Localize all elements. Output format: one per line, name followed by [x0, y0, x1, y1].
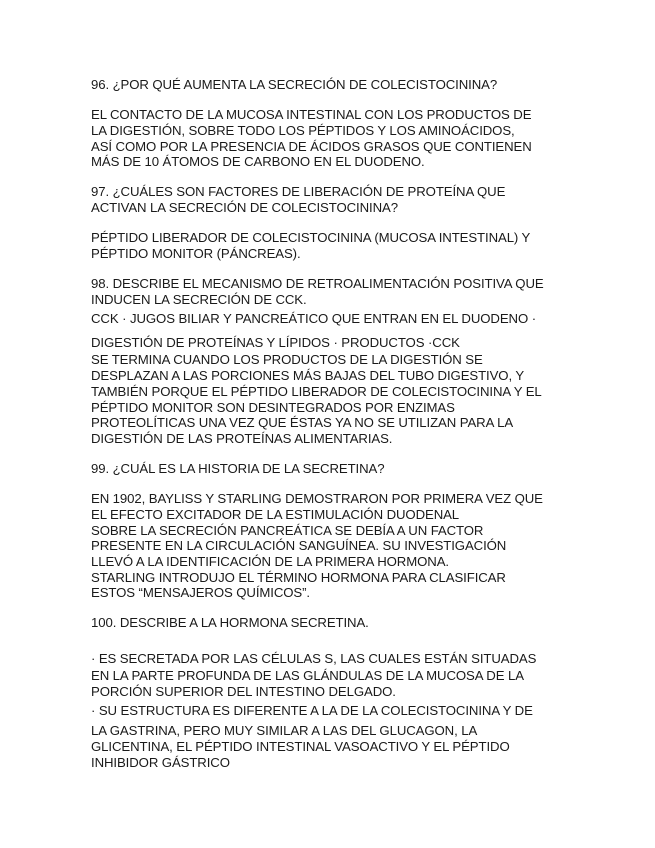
answer-100-line: PORCIÓN SUPERIOR DEL INTESTINO DELGADO. — [91, 684, 396, 699]
answer-100-bullet: · ES SECRETADA POR LAS CÉLULAS S, LAS CUALES ESTÁN SITUADAS — [91, 651, 537, 666]
question-98-heading: 98. DESCRIBE EL MECANISMO DE RETROALIMENTACIÓN POSITIVA QUE — [91, 276, 544, 291]
answer-97-line: PÉPTIDO LIBERADOR DE COLECISTOCININA (MUCOSA INTESTINAL) Y — [91, 230, 531, 245]
answer-100-line: INHIBIDOR GÁSTRICO — [91, 755, 230, 770]
answer-96-line: MÁS DE 10 ÁTOMOS DE CARBONO EN EL DUODENO. — [91, 154, 425, 169]
answer-98-line: PÉPTIDO MONITOR SON DESINTEGRADOS POR ENZIMAS — [91, 400, 455, 415]
question-100-heading: 100. DESCRIBE A LA HORMONA SECRETINA. — [91, 615, 369, 630]
answer-98-line: SE TERMINA CUANDO LOS PRODUCTOS DE LA DIGESTIÓN SE — [91, 352, 483, 367]
question-99-heading: 99. ¿CUÁL ES LA HISTORIA DE LA SECRETINA? — [91, 461, 385, 476]
answer-99-line: STARLING INTRODUJO EL TÉRMINO HORMONA PARA CLASIFICAR — [91, 570, 506, 585]
answer-100-line: GLICENTINA, EL PÉPTIDO INTESTINAL VASOACTIVO Y EL PÉPTIDO — [91, 739, 510, 754]
answer-100-line: EN LA PARTE PROFUNDA DE LAS GLÁNDULAS DE LA MUCOSA DE LA — [91, 668, 524, 683]
question-97-heading: 97. ¿CUÁLES SON FACTORES DE LIBERACIÓN DE PROTEÍNA QUE — [91, 184, 506, 199]
answer-99-line: EL EFECTO EXCITADOR DE LA ESTIMULACIÓN DUODENAL — [91, 507, 460, 522]
answer-99-line: PRESENTE EN LA CIRCULACIÓN SANGUÍNEA. SU INVESTIGACIÓN — [91, 538, 507, 553]
answer-100-line: LA GASTRINA, PERO MUY SIMILAR A LAS DEL GLUCAGON, LA — [91, 723, 478, 738]
answer-99-line: LLEVÓ A LA IDENTIFICACIÓN DE LA PRIMERA HORMONA. — [91, 554, 449, 569]
answer-100-bullet: · SU ESTRUCTURA ES DIFERENTE A LA DE LA COLECISTOCININA Y DE — [91, 703, 533, 718]
answer-99-line: ESTOS “MENSAJEROS QUÍMICOS”. — [91, 585, 310, 600]
answer-98-line: DESPLAZAN A LAS PORCIONES MÁS BAJAS DEL TUBO DIGESTIVO, Y — [91, 368, 525, 383]
answer-98-line: DIGESTIÓN DE PROTEÍNAS Y LÍPIDOS · PRODUCTOS ·CCK — [91, 335, 460, 350]
answer-98-line: PROTEOLÍTICAS UNA VEZ QUE ÉSTAS YA NO SE UTILIZAN PARA LA — [91, 415, 514, 430]
answer-96-line: ASÍ COMO POR LA PRESENCIA DE ÁCIDOS GRASOS QUE CONTIENEN — [91, 139, 532, 154]
answer-97-line: PÉPTIDO MONITOR (PÁNCREAS). — [91, 246, 301, 261]
question-96-heading: 96. ¿POR QUÉ AUMENTA LA SECRECIÓN DE COLECISTOCININA? — [91, 77, 498, 92]
answer-98-line: CCK · JUGOS BILIAR Y PANCREÁTICO QUE ENTRAN EN EL DUODENO · — [91, 311, 536, 326]
question-97-heading-cont: ACTIVAN LA SECRECIÓN DE COLECISTOCININA? — [91, 200, 398, 215]
answer-98-line: DIGESTIÓN DE LAS PROTEÍNAS ALIMENTARIAS. — [91, 431, 393, 446]
answer-96-line: LA DIGESTIÓN, SOBRE TODO LOS PÉPTIDOS Y LOS AMINOÁCIDOS, — [91, 123, 515, 138]
question-98-heading-cont: INDUCEN LA SECRECIÓN DE CCK. — [91, 292, 307, 307]
answer-96-line: EL CONTACTO DE LA MUCOSA INTESTINAL CON LOS PRODUCTOS DE — [91, 107, 532, 122]
answer-99-line: EN 1902, BAYLISS Y STARLING DEMOSTRARON POR PRIMERA VEZ QUE — [91, 491, 543, 506]
answer-99-line: SOBRE LA SECRECIÓN PANCREÁTICA SE DEBÍA A UN FACTOR — [91, 523, 484, 538]
answer-98-line: TAMBIÉN PORQUE EL PÉPTIDO LIBERADOR DE COLECISTOCININA Y EL — [91, 384, 542, 399]
